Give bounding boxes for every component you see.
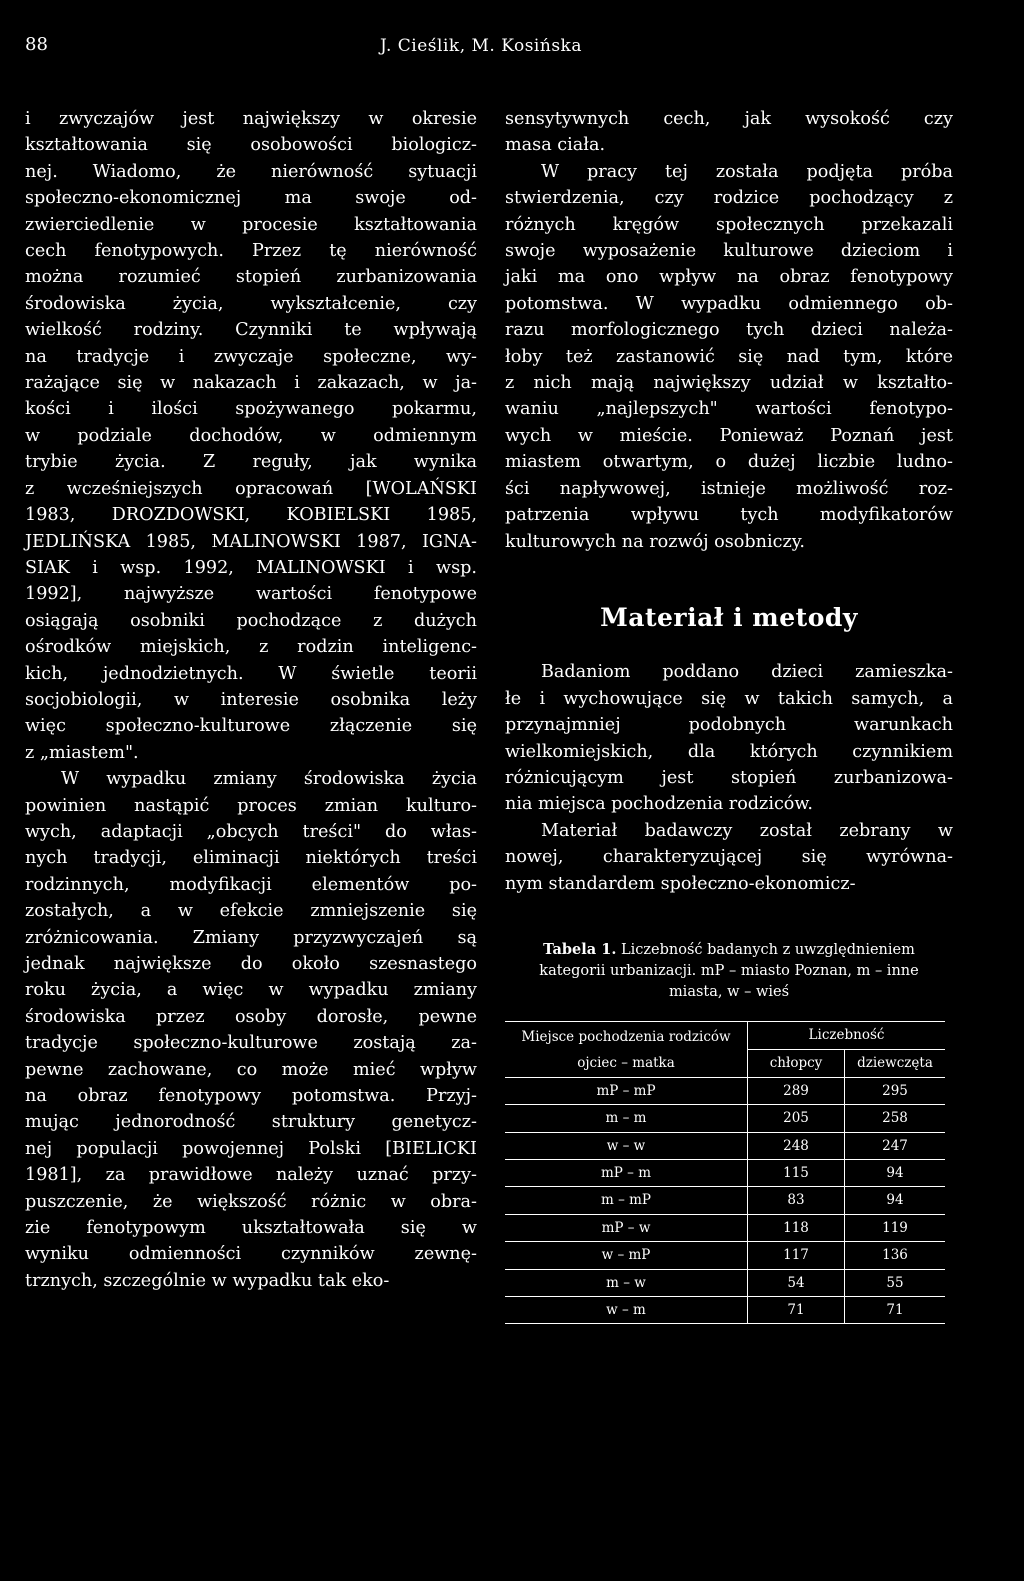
text-line: patrzenia wpływu tych modyfikatorów [505,505,953,526]
table-cell-boys: 71 [748,1297,845,1324]
text-line: rodzinnych, modyfikacji elementów po- [25,874,477,895]
text-line: kości i ilości spożywanego pokarmu, [25,399,477,420]
text-line: stwierdzenia, czy rodzice pochodzący z [505,188,953,209]
text-line: wych w mieście. Ponieważ Poznań jest [505,425,953,446]
text-line: trybie życia. Z reguły, jak wynika [25,452,477,473]
text-line: z wcześniejszych opracowań [WOLAŃSKI [25,478,477,499]
text-line: masa ciała. [505,135,606,156]
table-cell-boys: 248 [748,1132,845,1159]
table-cell-girls: 136 [845,1242,946,1269]
table-caption-line: kategorii urbanizacji. mP – miasto Poznan, m – inne [539,962,919,979]
table-caption [505,939,953,1003]
text-line: wyniku odmienności czynników zewnę- [25,1244,477,1265]
text-line: roku życia, a więc w wypadku zmiany [25,980,477,1001]
page-header [0,34,1024,64]
table-cell-origin: w – m [505,1297,748,1324]
table-caption-line: miasta, w – wieś [668,983,790,1000]
text-line: swoje wyposażenie kulturowe dzieciom i [505,241,953,262]
table-cell-girls: 55 [845,1269,946,1296]
table-cell-girls: 258 [845,1105,946,1132]
text-line: kich, jednodzietnych. W świetle teorii [25,663,477,684]
text-line: nym standardem społeczno-ekonomicz- [505,873,856,894]
text-line: łe i wychowujące się w takich samych, a [505,688,953,709]
table-cell-girls: 119 [845,1214,946,1241]
text-line: pewne zachowane, co może mieć wpływ [25,1059,477,1080]
table-header-origin-line: Miejsce pochodzenia rodziców [521,1028,731,1045]
text-line: ści napływowej, istnieje możliwość roz- [505,478,953,499]
text-line: miastem otwartym, o dużej liczbie ludno- [505,452,953,473]
text-line: w podziale dochodów, w odmiennym [25,425,477,446]
text-line: i zwyczajów jest największy w okresie [25,109,477,129]
table-cell-boys: 289 [748,1077,845,1104]
table-caption-line: Liczebność badanych z uwzględnieniem [621,941,915,958]
text-line: różnicującym jest stopień zurbanizowa- [505,767,953,788]
table-cell-girls: 247 [845,1132,946,1159]
table-row [505,1160,945,1187]
text-line: na obraz fenotypowy potomstwa. Przyj- [25,1086,477,1107]
text-line: SIAK i wsp. 1992, MALINOWSKI i wsp. [25,557,477,578]
text-line: kulturowych na rozwój osobniczy. [505,531,805,552]
text-line: wielkomiejskich, dla których czynnikiem [505,741,953,762]
text-line: W wypadku zmiany środowiska życia [61,769,477,790]
data-table [505,1021,945,1324]
text-line: puszczenie, że większość różnic w obra- [25,1191,477,1212]
left-column [25,106,477,1294]
left-paragraph-2 [25,766,477,1294]
text-line: socjobiologii, w interesie osobnika leży [25,689,477,710]
table-cell-origin: m – mP [505,1187,748,1214]
text-line: łoby też zastanowić się nad tym, które [505,346,953,367]
text-line: Badaniom poddano dzieci zamieszka- [541,662,953,683]
text-line: zostałych, a w efekcie zmniejszenie się [25,901,477,922]
text-line: nej. Wiadomo, że nierówność sytuacji [25,161,477,182]
text-line: na tradycje i zwyczaje społeczne, wy- [25,346,477,367]
table-cell-origin: mP – mP [505,1077,748,1104]
text-line: powinien nastąpić proces zmian kulturo- [25,795,477,816]
text-line: 1983, DROZDOWSKI, KOBIELSKI 1985, [25,505,477,526]
text-line: potomstwa. W wypadku odmiennego ob- [505,293,953,314]
text-line: 1981], za prawidłowe należy uznać przy- [25,1165,477,1186]
table-body [505,1077,945,1324]
section-heading: Materiał i metody [600,602,858,632]
table-caption-label: Tabela 1. [543,940,617,958]
table-cell-boys: 54 [748,1269,845,1296]
text-line: z „miastem". [25,742,139,763]
table-row [505,1269,945,1296]
text-line: ośrodków miejskich, z rodzin inteligenc- [25,637,477,658]
table-cell-boys: 117 [748,1242,845,1269]
text-line: razu morfologicznego tych dzieci należa- [505,320,953,341]
table-row [505,1105,945,1132]
table-header-boys: chłopcy [748,1049,845,1077]
text-line: społeczno-ekonomicznej ma swoje od- [25,188,477,209]
text-line: środowiska życia, wykształcenie, czy [25,293,477,314]
text-line: zróżnicowania. Zmiany przyzwyczajeń są [25,927,477,948]
table-cell-girls: 71 [845,1297,946,1324]
table-row [505,1132,945,1159]
table-cell-origin: w – w [505,1132,748,1159]
text-line: tradycje społeczno-kulturowe zostają za- [25,1033,477,1054]
text-line: cech fenotypowych. Przez tę nierówność [25,241,477,262]
table-cell-boys: 115 [748,1160,845,1187]
table-row [505,1297,945,1324]
table-cell-girls: 94 [845,1160,946,1187]
table-cell-boys: 83 [748,1187,845,1214]
text-line: W pracy tej została podjęta próba [541,161,953,182]
text-line: wych, adaptacji „obcych treści" do włas- [25,821,477,842]
right-paragraph-3 [505,659,953,817]
table-cell-origin: mP – w [505,1214,748,1241]
table-header-origin [505,1021,748,1077]
text-line: sensytywnych cech, jak wysokość czy [505,109,953,129]
text-line: nych tradycji, eliminacji niektórych treści [25,848,477,869]
text-line: z nich mają największy udział w kształto- [505,373,953,394]
left-paragraph-1 [25,106,477,766]
table-cell-girls: 94 [845,1187,946,1214]
table-cell-origin: w – mP [505,1242,748,1269]
right-paragraph-1 [505,106,953,159]
right-paragraph-4 [505,818,953,897]
table-cell-origin: mP – m [505,1160,748,1187]
text-line: JEDLIŃSKA 1985, MALINOWSKI 1987, IGNA- [25,531,477,552]
table-cell-origin: m – m [505,1105,748,1132]
text-line: jaki ma ono wpływ na obraz fenotypowy [505,267,953,288]
text-line: więc społeczno-kulturowe złączenie się [25,716,477,737]
running-head: J. Cieślik, M. Kosińska [380,36,582,56]
text-line: jednak największe do około szesnastego [25,954,477,974]
text-line: mując jednorodność struktury genetycz- [25,1112,477,1133]
table-cell-origin: m – w [505,1269,748,1296]
table-row [505,1242,945,1269]
table-row [505,1187,945,1214]
text-line: nej populacji powojennej Polski [BIELICKI [25,1138,477,1159]
text-line: zie fenotypowym ukształtowała się w [25,1218,477,1239]
table-header-group: Liczebność [748,1021,946,1049]
table-header-origin-line: ojciec – matka [577,1055,675,1072]
text-line: osiągają osobniki pochodzące z dużych [25,610,477,631]
right-column [505,106,953,1324]
text-line: rażające się w nakazach i zakazach, w ja- [25,373,477,394]
table-cell-boys: 118 [748,1214,845,1241]
right-paragraph-2 [505,159,953,555]
text-line: różnych kręgów społecznych przekazali [505,214,953,235]
text-line: Materiał badawczy został zebrany w [541,820,953,841]
text-line: środowiska przez osoby dorosłe, pewne [25,1006,477,1027]
text-line: przynajmniej podobnych warunkach [505,715,953,736]
table-header-girls: dziewczęta [845,1049,946,1077]
page-number: 88 [25,34,48,55]
text-line: nia miejsca pochodzenia rodziców. [505,794,813,815]
text-line: można rozumieć stopień zurbanizowania [25,267,477,288]
text-line: 1992], najwyższe wartości fenotypowe [25,584,477,605]
text-line: wielkość rodziny. Czynniki te wpływają [25,320,477,341]
table-row [505,1214,945,1241]
table-cell-boys: 205 [748,1105,845,1132]
table-cell-girls: 295 [845,1077,946,1104]
text-line: nowej, charakteryzującej się wyrówna- [505,847,953,868]
text-line: zwierciedlenie w procesie kształtowania [25,214,477,235]
text-line: waniu „najlepszych" wartości fenotypo- [505,399,953,420]
table-row [505,1077,945,1104]
text-line: kształtowania się osobowości biologicz- [25,135,477,156]
text-line: trznych, szczególnie w wypadku tak eko- [25,1270,390,1291]
